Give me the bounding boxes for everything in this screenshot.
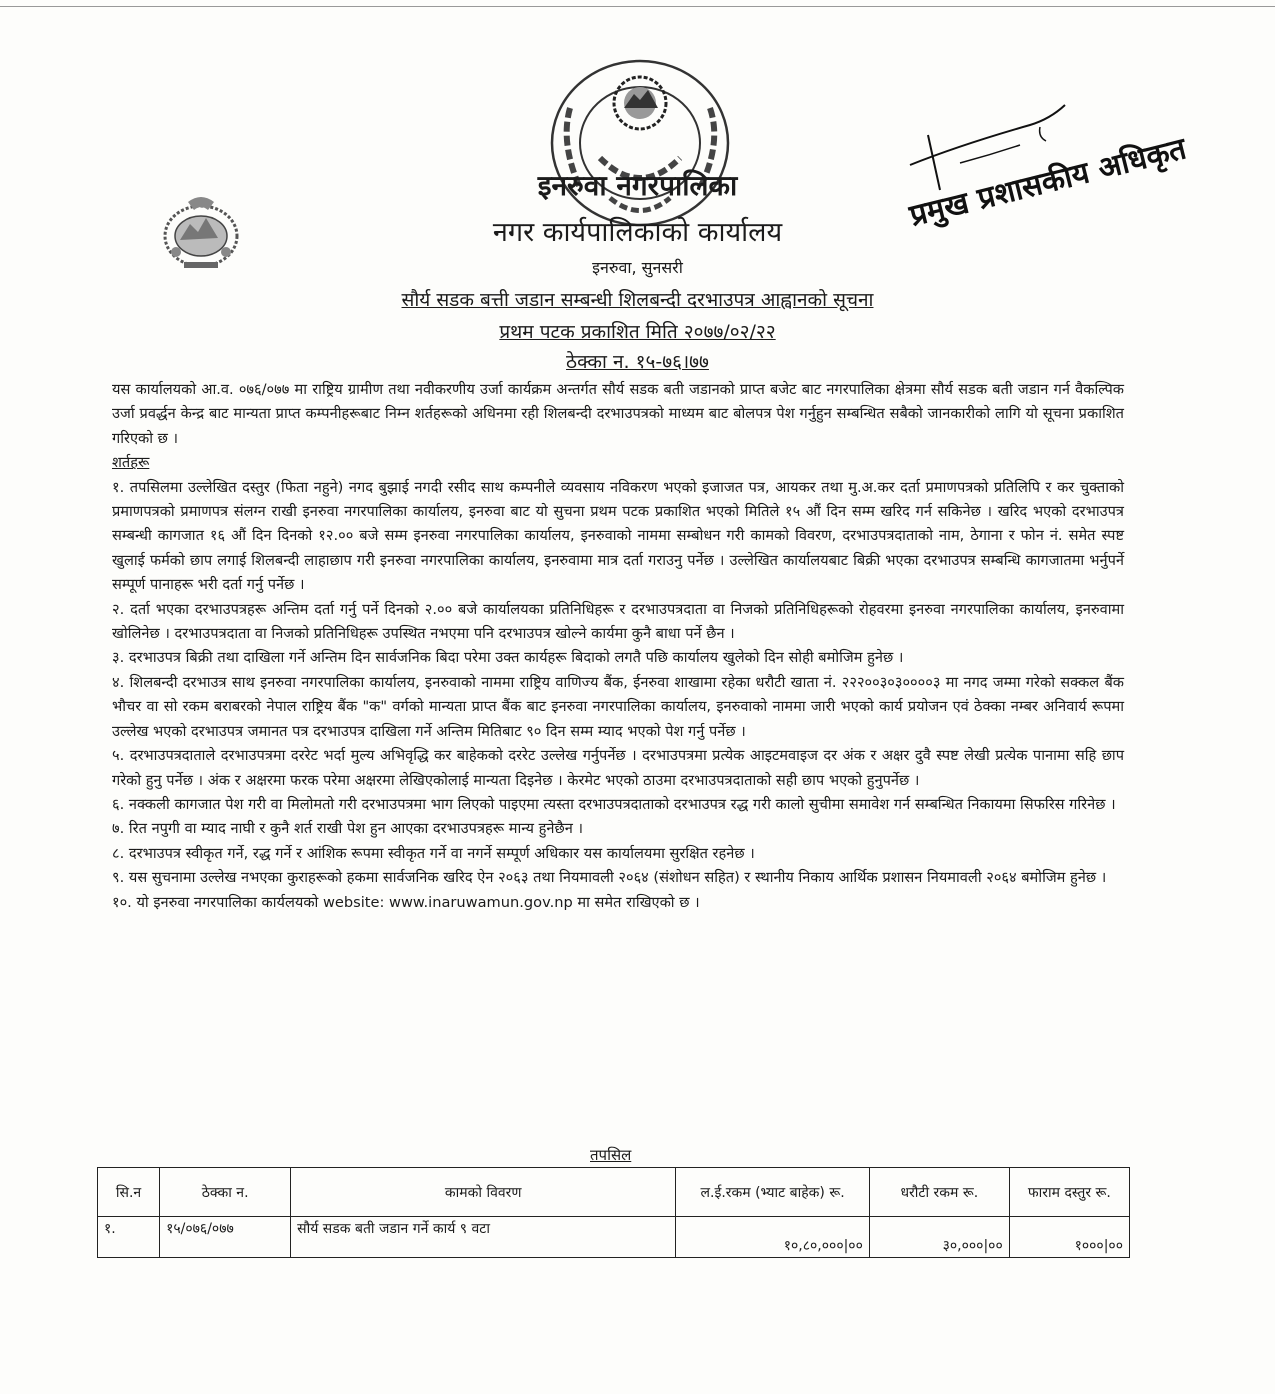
table-cell: ३०,०००|०० (869, 1217, 1009, 1258)
table-header-row (98, 1168, 1130, 1217)
column-header: ठेक्का न. (160, 1168, 291, 1217)
condition-item: २. दर्ता भएका दरभाउपत्रहरू अन्तिम दर्ता गर्नु पर्ने दिनको २.०० बजे कार्यालयका प्रतिनिधिहरू र दरभाउपत्रदाता वा निजको प्रतिनिधिहरूको रोहवरमा इनरुवा नगरपालिका कार्यालय, इनरुवामा खोलिनेछ । दरभाउपत्रदाता वा निजको प्रतिनिधिहरू उपस्थित नभएमा पनि दरभाउपत्र खोल्ने कार्यमा कुनै बाधा पर्ने छैन । (112, 600, 1124, 643)
table-cell: १०००|०० (1009, 1217, 1129, 1258)
municipality-seal-icon (540, 48, 740, 238)
notice-title: सौर्य सडक बत्ती जडान सम्बन्धी शिलबन्दी दरभाउपत्र आह्वानको सूचना (401, 289, 874, 311)
publish-date: प्रथम पटक प्रकाशित मिति २०७७/०२/२२ (499, 321, 776, 343)
condition-item: १०. यो इनरुवा नगरपालिका कार्यलयको website: www.inaruwamun.gov.np मा समेत राखिएको छ । (112, 893, 700, 911)
contract-number: ठेक्का न. १५-७६।७७ (566, 351, 709, 373)
schedule-table (97, 1167, 1130, 1258)
table-cell: १०,८०,०००|०० (676, 1217, 870, 1258)
schedule-title: तपसिल (590, 1146, 632, 1164)
condition-item: ४. शिलबन्दी दरभाउत्र साथ इनरुवा नगरपालिका कार्यालय, इनरुवाको नाममा राष्ट्रिय वाणिज्य बैंक, ईनरुवा शाखामा रहेका धरौटी खाता नं. २२२००३०३००००३ मा नगद जम्मा गरेको सक्कल बैंक भौचर वा सो रकम बराबरको नेपाल राष्ट्रिय बैंक "क" वर्गको मान्यता प्राप्त बैंक बाट इनरुवा नगरपालिका कार्यालय, इनरुवाको नाममा जारी भएको कार्य प्रयोजन एवं ठेक्का नम्बर अनिवार्य रूपमा उल्लेख भएको दरभाउपत्र जमानत पत्र दरभाउपत्र दाखिला गर्ने अन्तिम मितिबाट ९० दिन सम्म म्याद भएको पेश गर्नु पर्नेछ । (112, 673, 1124, 740)
condition-item: ७. रित नपुगी वा म्याद नाघी र कुनै शर्त राखी पेश हुन आएका दरभाउपत्रहरू मान्य हुनेछैन । (112, 820, 584, 838)
table-row (98, 1217, 1130, 1258)
condition-item: १. तपसिलमा उल्लेखित दस्तुर (फिता नहुने) नगद बुझाई नगदी रसीद साथ कम्पनीले व्यवसाय नविकरण भएको इजाजत पत्र, आयकर तथा मु.अ.कर दर्ता प्रमाणपत्रको प्रतिलिपि र कर चुक्ताको प्रमाणपत्रको प्रमाणपत्र संलग्न राखी इनरुवा नगरपालिका कार्यालय, इनरुवा बाट यो सुचना प्रथम पटक प्रकाशित भएको मितिले १५ औं दिन सम्म खरिद गर्न सकिनेछ । खरिद भएको दरभाउपत्र सम्बन्धी कागजात १६ औं दिन दिनको १२.०० बजे सम्म इनरुवा नगरपालिका कार्यालय, इनरुवाको नाममा सम्बोधन गरी कामको विवरण, दरभाउपत्रदाताको नाम, ठेगाना र फोन नं. समेत स्पष्ट खुलाई फर्मको छाप लगाई शिलबन्दी लाहाछाप गरी इनरुवा नगरपालिका कार्यालय, इनरुवामा मात्र दर्ता गराउनु पर्नेछ । उल्लेखित कार्यालयबाट बिक्री भएका दरभाउपत्र सम्बन्धि कागजातमा भर्नुपर्ने सम्पूर्ण पानाहरू भरी दर्ता गर्नु पर्नेछ । (112, 478, 1125, 594)
column-header: कामको विवरण (291, 1168, 676, 1217)
column-header: फाराम दस्तुर रू. (1009, 1168, 1129, 1217)
condition-item: ६. नक्कली कागजात पेश गरी वा मिलोमतो गरी दरभाउपत्रमा भाग लिएको पाइएमा त्यस्ता दरभाउपत्रदाताको दरभाउपत्र रद्ध गरी कालो सुचीमा समावेश गर्न सम्बन्धित निकायमा सिफरिस गरिनेछ । (112, 795, 1116, 813)
condition-item: ९. यस सुचनामा उल्लेख नभएका कुराहरूको हकमा सार्वजनिक खरिद ऐन २०६३ तथा नियमावली २०६४ (संशोधन सहित) र स्थानीय निकाय आर्थिक प्रशासन नियमावली २०६४ बमोजिम हुनेछ । (112, 869, 1107, 887)
table-cell: १. (98, 1217, 160, 1258)
office-name: नगर कार्यपालिकाको कार्यालय (492, 217, 783, 248)
scan-top-edge (0, 0, 1275, 7)
signatory-stamp: प्रमुख प्रशासकीय अधिकृत (906, 131, 1190, 234)
column-header: सि.न (98, 1168, 160, 1217)
table-cell: १५/०७६/०७७ (160, 1217, 291, 1258)
notice-body (112, 378, 1124, 915)
condition-item: ८. दरभाउपत्र स्वीकृत गर्ने, रद्ध गर्ने र आंशिक रूपमा स्वीकृत गर्ने वा नगर्ने सम्पूर्ण अधिकार यस कार्यालयमा सुरक्षित रहनेछ । (112, 844, 755, 862)
intro-paragraph: यस कार्यालयको आ.व. ०७६/०७७ मा राष्ट्रिय ग्रामीण तथा नवीकरणीय उर्जा कार्यक्रम अन्तर्गत सौर्य सडक बती जडानको प्राप्त बजेट बाट नगरपालिका क्षेत्रमा सौर्य सडक बती जडान गर्न वैकल्पिक उर्जा प्रवर्द्धन केन्द्र बाट मान्यता प्राप्त कम्पनीहरूबाट निम्न शर्तहरूको अधिनमा रही शिलबन्दी दरभाउपत्रको माध्यम बाट बोलपत्र पेश गर्नुहुन सम्बन्धित सबैको जानकारीको लागि यो सूचना प्रकाशित गरिएको छ । (112, 381, 1124, 447)
office-address: इनरुवा, सुनसरी (592, 258, 683, 277)
conditions-title: शर्तहरू (112, 454, 150, 472)
column-header: धरौटी रकम रू. (869, 1168, 1009, 1217)
column-header: ल.ई.रकम (भ्याट बाहेक) रू. (676, 1168, 870, 1217)
condition-item: ५. दरभाउपत्रदाताले दरभाउपत्रमा दररेट भर्दा मुल्य अभिवृद्धि कर बाहेकको दररेट उल्लेख गर्नुपर्नेछ । दरभाउपत्रमा प्रत्येक आइटमवाइज दर अंक र अक्षर दुवै स्पष्ट लेखी प्रत्येक पानामा सहि छाप गरेको हुनु पर्नेछ । अंक र अक्षरमा फरक परेमा अक्षरमा लेखिएकोलाई मान्यता दिइनेछ । केरमेट भएको ठाउमा दरभाउपत्रदाताको सही छाप भएको हुनुपर्नेछ । (112, 747, 1124, 789)
condition-item: ३. दरभाउपत्र बिक्री तथा दाखिला गर्ने अन्तिम दिन सार्वजनिक बिदा परेमा उक्त कार्यहरू बिदाको लगतै पछि कार्यालय खुलेको दिन सोही बमोजिम हुनेछ । (112, 649, 904, 667)
table-cell: सौर्य सडक बती जडान गर्ने कार्य ९ वटा (291, 1217, 676, 1258)
municipality-name: इनरुवा नगरपालिका (537, 169, 738, 202)
